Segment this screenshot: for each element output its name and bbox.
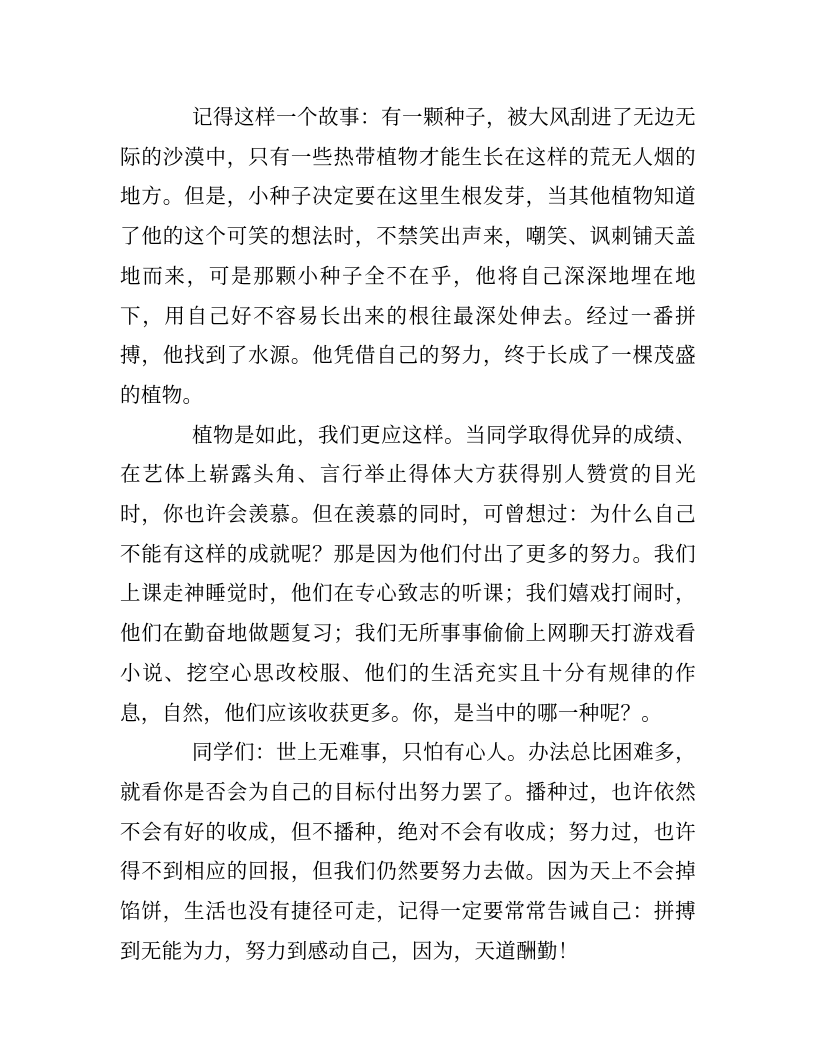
paragraph-seed-story: 记得这样一个故事：有一颗种子，被大风刮进了无边无际的沙漠中，只有一些热带植物才能生长在这样的荒无人烟的地方。但是，小种子决定要在这里生根发芽，当其他植物知道了他的这个可笑的想法时，不禁笑出声来，嘲笑、讽刺铺天盖地而来，可是那颗小种子全不在乎，他将自己深深地埋在地下，用自己好不容易长出来的根往最深处伸去。经过一番拼搏，他找到了水源。他凭借自己的努力，终于长成了一棵茂盛的植物。 (120, 105, 696, 407)
paragraph-effort-comparison: 植物是如此，我们更应这样。当同学取得优异的成绩、在艺体上崭露头角、言行举止得体大方获得别人赞赏的目光时，你也许会羡慕。但在羡慕的同时，可曾想过：为什么自己不能有这样的成就呢？那是因为他们付出了更多的努力。我们上课走神睡觉时，他们在专心致志的听课；我们嬉戏打闹时，他们在勤奋地做题复习；我们无所事事偷偷上网聊天打游戏看小说、挖空心思改校服、他们的生活充实且十分有规律的作息，自然，他们应该收获更多。你，是当中的哪一种呢？。 (120, 422, 696, 725)
paragraph-conclusion: 同学们：世上无难事，只怕有心人。办法总比困难多，就看你是否会为自己的目标付出努力罢了。播种过，也许依然不会有好的收成，但不播种，绝对不会有收成；努力过，也许得不到相应的回报，但我们仍然要努力去做。因为天上不会掉馅饼，生活也没有捷径可走，记得一定要常常告诫自己：拼搏到无能为力，努力到感动自己，因为，天道酬勤！ (120, 740, 696, 963)
document-body (120, 98, 696, 971)
